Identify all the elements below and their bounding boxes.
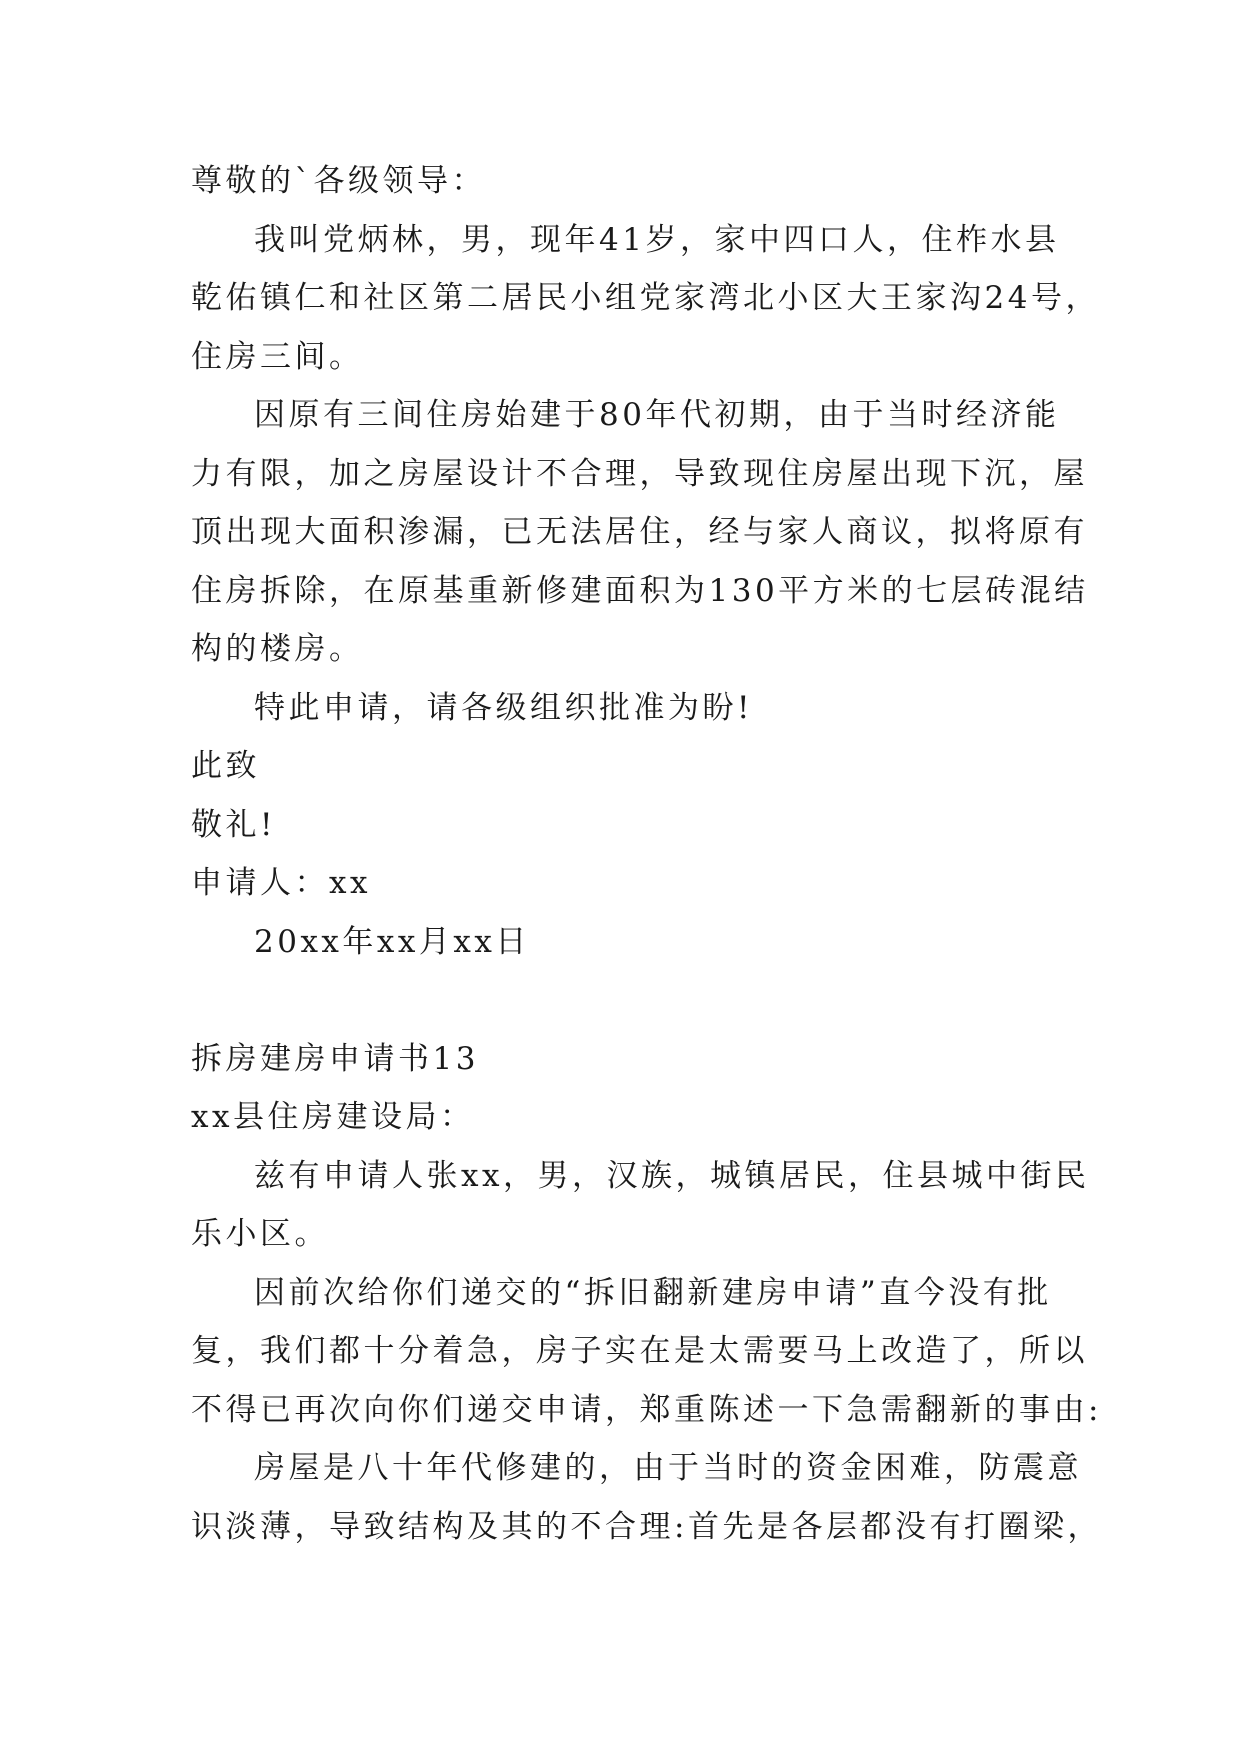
paragraph-line: 住房三间。 (191, 338, 364, 375)
paragraph-line: 因原有三间住房始建于80年代初期，由于当时经济能 (254, 397, 1060, 433)
section-title: 拆房建房申请书13 (191, 1040, 479, 1077)
salutation: 尊敬的`各级领导： (191, 163, 486, 199)
paragraph-line: 构的楼房。 (191, 631, 364, 667)
paragraph-line: 我叫党炳林，男，现年41岁，家中四口人，住柞水县 (254, 221, 1060, 258)
document-body (191, 152, 1102, 1556)
paragraph-line: 特此申请，请各级组织批准为盼! (254, 689, 753, 726)
paragraph-line: 复，我们都十分着急，房子实在是太需要马上改造了，所以 (191, 1333, 1088, 1369)
applicant-signature: 申请人：xx (191, 865, 371, 901)
paragraph-line: 住房拆除，在原基重新修建面积为130平方米的七层砖混结 (191, 572, 1089, 609)
paragraph-line: 房屋是八十年代修建的，由于当时的资金困难，防震意 (254, 1450, 1082, 1486)
paragraph-line: 力有限，加之房屋设计不合理，导致现住房屋出现下沉，屋 (191, 455, 1088, 492)
paragraph-line: 因前次给你们递交的“拆旧翻新建房申请”直今没有批 (254, 1274, 1052, 1311)
paragraph-line: 识淡薄，导致结构及其的不合理:首先是各层都没有打圈梁， (191, 1508, 1102, 1545)
closing-line: 敬礼! (191, 806, 276, 843)
paragraph-line: 乐小区。 (191, 1216, 329, 1252)
addressee: xx县住房建设局： (191, 1099, 475, 1135)
paragraph-line: 顶出现大面积渗漏，已无法居住，经与家人商议，拟将原有 (191, 514, 1088, 550)
paragraph-line: 乾佑镇仁和社区第二居民小组党家湾北小区大王家沟24号， (191, 280, 1100, 316)
section-gap (191, 971, 1071, 1030)
paragraph-line: 兹有申请人张xx，男，汉族，城镇居民，住县城中街民 (254, 1157, 1090, 1194)
letter-date: 20xx年xx月xx日 (254, 923, 530, 960)
closing-line: 此致 (191, 748, 260, 784)
paragraph-line: 不得已再次向你们递交申请，郑重陈述一下急需翻新的事由: (191, 1391, 1102, 1428)
